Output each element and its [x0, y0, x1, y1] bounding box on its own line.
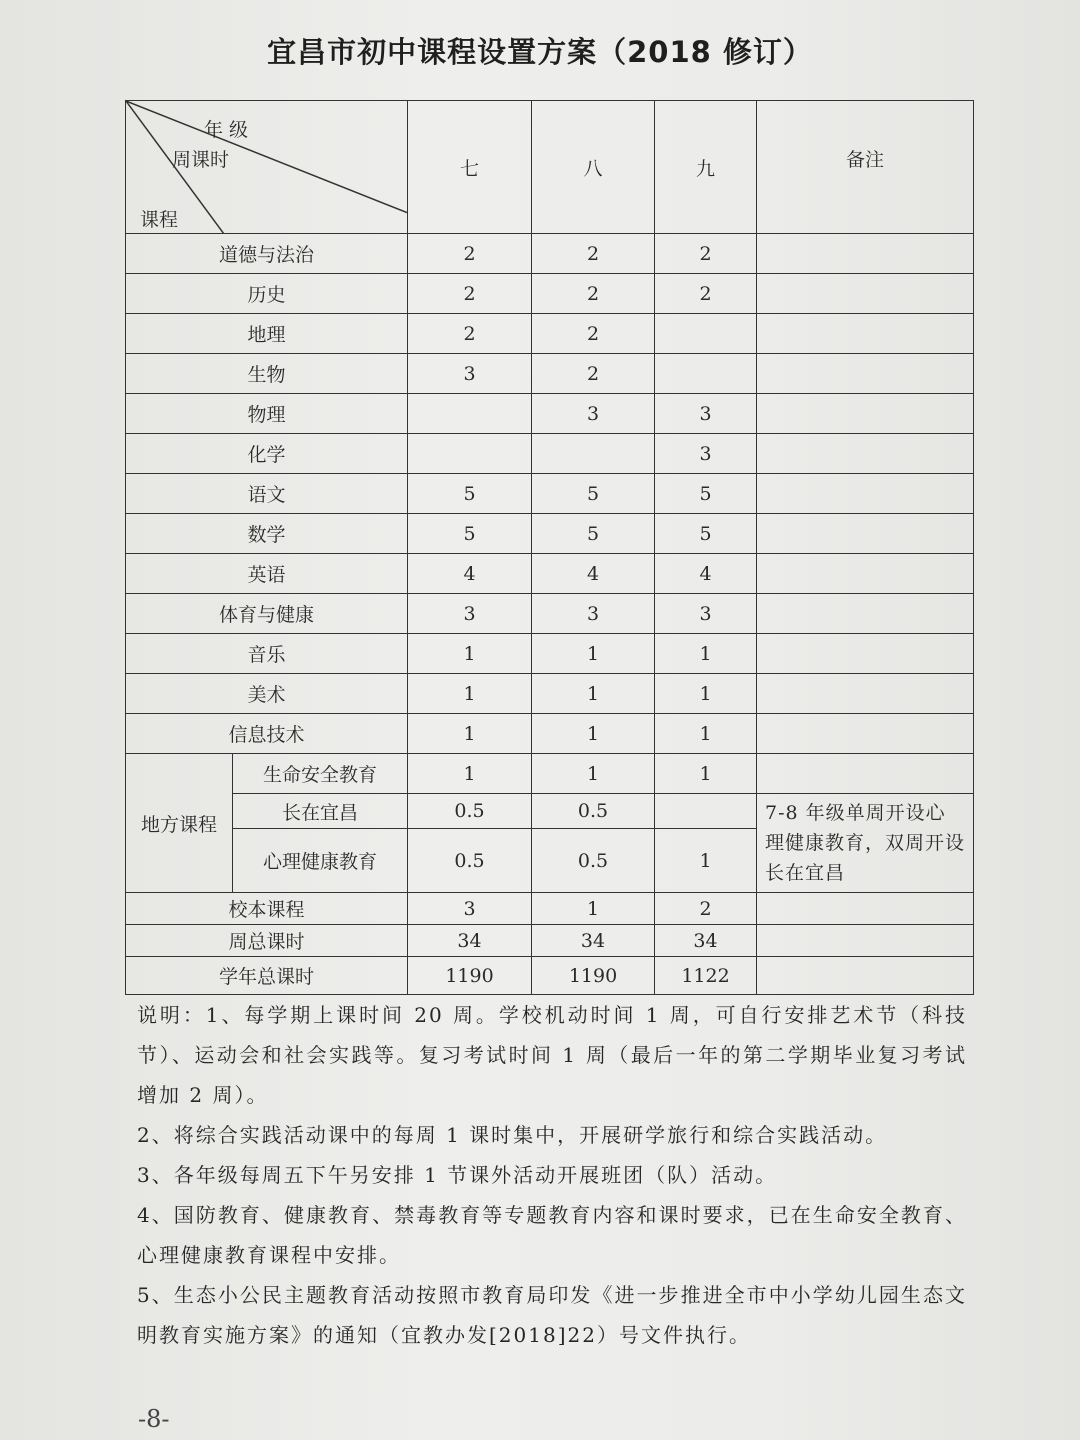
grade-9-value: 2	[655, 893, 757, 925]
grade-9-value: 5	[655, 474, 757, 514]
table-row	[126, 354, 974, 394]
table-row	[126, 674, 974, 714]
course-name: 化学	[126, 434, 408, 474]
remark-cell	[757, 394, 974, 434]
remark-cell	[757, 554, 974, 594]
grade-label: 年 级	[204, 119, 249, 141]
remark-cell	[757, 274, 974, 314]
grade-7-value: 1190	[408, 957, 532, 995]
grade-7-value: 2	[408, 274, 532, 314]
course-name: 信息技术	[126, 714, 408, 754]
course-name: 体育与健康	[126, 594, 408, 634]
note-paragraph: 3、各年级每周五下午另安排 1 节课外活动开展班团（队）活动。	[137, 1163, 778, 1187]
curriculum-table	[125, 100, 974, 995]
remark-cell	[757, 893, 974, 925]
grade-7-value: 0.5	[408, 794, 532, 829]
course-name: 音乐	[126, 634, 408, 674]
course-name: 物理	[126, 394, 408, 434]
grade-9-value: 3	[655, 394, 757, 434]
grade-8-value: 3	[532, 394, 655, 434]
course-name: 地理	[126, 314, 408, 354]
remark-cell	[757, 754, 974, 794]
table-row	[126, 957, 974, 995]
grade-9-value: 1	[655, 829, 757, 893]
diagonal-header-cell	[126, 101, 408, 234]
note-paragraph: 5、生态小公民主题教育活动按照市教育局印发《进一步推进全市中小学幼儿园生态文明教育实施方案》的通知（宜教办发[2018]22）号文件执行。	[137, 1283, 967, 1347]
grade-8-value: 2	[532, 234, 655, 274]
grade-7-value: 3	[408, 893, 532, 925]
grade-8-value: 1	[532, 893, 655, 925]
grade-8-value: 1190	[532, 957, 655, 995]
table-row	[126, 893, 974, 925]
table-row	[126, 274, 974, 314]
course-name: 美术	[126, 674, 408, 714]
grade-8-value: 34	[532, 925, 655, 957]
grade-9-value: 3	[655, 594, 757, 634]
grade-8-value: 2	[532, 274, 655, 314]
course-name: 生命安全教育	[233, 754, 408, 794]
course-name: 心理健康教育	[233, 829, 408, 893]
table-row	[126, 594, 974, 634]
grade-8-value	[532, 434, 655, 474]
grade-7-value: 0.5	[408, 829, 532, 893]
grade-7-value: 1	[408, 754, 532, 794]
grade-7-value: 34	[408, 925, 532, 957]
grade-9-value: 2	[655, 234, 757, 274]
local-curriculum-label: 地方课程	[126, 754, 233, 893]
grade-8-value: 1	[532, 714, 655, 754]
remark-cell	[757, 434, 974, 474]
grade-7-value: 3	[408, 594, 532, 634]
grade-8-value: 2	[532, 354, 655, 394]
grade-8-value: 0.5	[532, 794, 655, 829]
remark-cell	[757, 957, 974, 995]
table-row	[126, 394, 974, 434]
course-label: 课程	[140, 209, 179, 231]
notes-section	[137, 995, 967, 1355]
table-row	[126, 634, 974, 674]
note-paragraph: 4、国防教育、健康教育、禁毒教育等专题教育内容和课时要求，已在生命安全教育、心理健康教育课程中安排。	[137, 1203, 967, 1267]
table-row	[126, 554, 974, 594]
grade-7-value: 1	[408, 714, 532, 754]
table-header-row	[126, 101, 974, 234]
table-row	[126, 754, 974, 794]
grade-7-header: 七	[408, 101, 532, 234]
grade-9-value: 5	[655, 514, 757, 554]
course-name: 语文	[126, 474, 408, 514]
grade-7-value: 3	[408, 354, 532, 394]
note-paragraph: 说明：1、每学期上课时间 20 周。学校机动时间 1 周，可自行安排艺术节（科技节）、运动会和社会实践等。复习考试时间 1 周（最后一年的第二学期毕业复习考试增加 2 周）。	[137, 1003, 967, 1107]
grade-7-value: 2	[408, 314, 532, 354]
grade-8-value: 0.5	[532, 829, 655, 893]
course-name: 英语	[126, 554, 408, 594]
grade-8-value: 4	[532, 554, 655, 594]
grade-9-value: 1	[655, 714, 757, 754]
remark-cell	[757, 674, 974, 714]
remark-cell	[757, 514, 974, 554]
table-row	[126, 314, 974, 354]
grade-8-value: 5	[532, 474, 655, 514]
grade-8-value: 1	[532, 674, 655, 714]
grade-7-value: 4	[408, 554, 532, 594]
course-name: 数学	[126, 514, 408, 554]
remark-cell	[757, 634, 974, 674]
hours-label: 周课时	[172, 149, 230, 171]
grade-9-value: 4	[655, 554, 757, 594]
grade-9-header: 九	[655, 101, 757, 234]
remark-cell	[757, 474, 974, 514]
grade-9-value	[655, 354, 757, 394]
remark-cell	[757, 314, 974, 354]
remark-cell	[757, 354, 974, 394]
remark-cell	[757, 714, 974, 754]
grade-8-value: 1	[532, 634, 655, 674]
table-row	[126, 474, 974, 514]
table-row	[126, 925, 974, 957]
course-name: 校本课程	[126, 893, 408, 925]
grade-8-value: 1	[532, 754, 655, 794]
remark-cell	[757, 234, 974, 274]
course-name: 周总课时	[126, 925, 408, 957]
grade-9-value: 34	[655, 925, 757, 957]
grade-7-value: 5	[408, 514, 532, 554]
course-name: 学年总课时	[126, 957, 408, 995]
table-row	[126, 514, 974, 554]
table-row	[126, 434, 974, 474]
grade-7-value	[408, 394, 532, 434]
grade-7-value	[408, 434, 532, 474]
note-paragraph: 2、将综合实践活动课中的每周 1 课时集中，开展研学旅行和综合实践活动。	[137, 1123, 888, 1147]
grade-8-value: 3	[532, 594, 655, 634]
grade-7-value: 1	[408, 674, 532, 714]
grade-9-value: 1	[655, 754, 757, 794]
grade-9-value: 2	[655, 274, 757, 314]
grade-9-value	[655, 314, 757, 354]
grade-8-value: 5	[532, 514, 655, 554]
page-number: -8-	[138, 1405, 170, 1433]
table-row	[126, 714, 974, 754]
grade-7-value: 1	[408, 634, 532, 674]
grade-7-value: 2	[408, 234, 532, 274]
grade-9-value: 1	[655, 634, 757, 674]
course-name: 历史	[126, 274, 408, 314]
grade-9-value: 3	[655, 434, 757, 474]
grade-9-value: 1	[655, 674, 757, 714]
remark-cell	[757, 925, 974, 957]
table-row	[126, 794, 974, 829]
remark-header: 备注	[757, 101, 974, 234]
grade-8-value: 2	[532, 314, 655, 354]
course-name: 生物	[126, 354, 408, 394]
table-row	[126, 234, 974, 274]
remark-cell	[757, 594, 974, 634]
grade-8-header: 八	[532, 101, 655, 234]
grade-9-value	[655, 794, 757, 829]
grade-7-value: 5	[408, 474, 532, 514]
local-remark: 7-8 年级单周开设心理健康教育，双周开设长在宜昌	[757, 794, 974, 893]
document-title: 宜昌市初中课程设置方案（2018 修订）	[267, 35, 813, 69]
course-name: 道德与法治	[126, 234, 408, 274]
course-name: 长在宜昌	[233, 794, 408, 829]
grade-9-value: 1122	[655, 957, 757, 995]
